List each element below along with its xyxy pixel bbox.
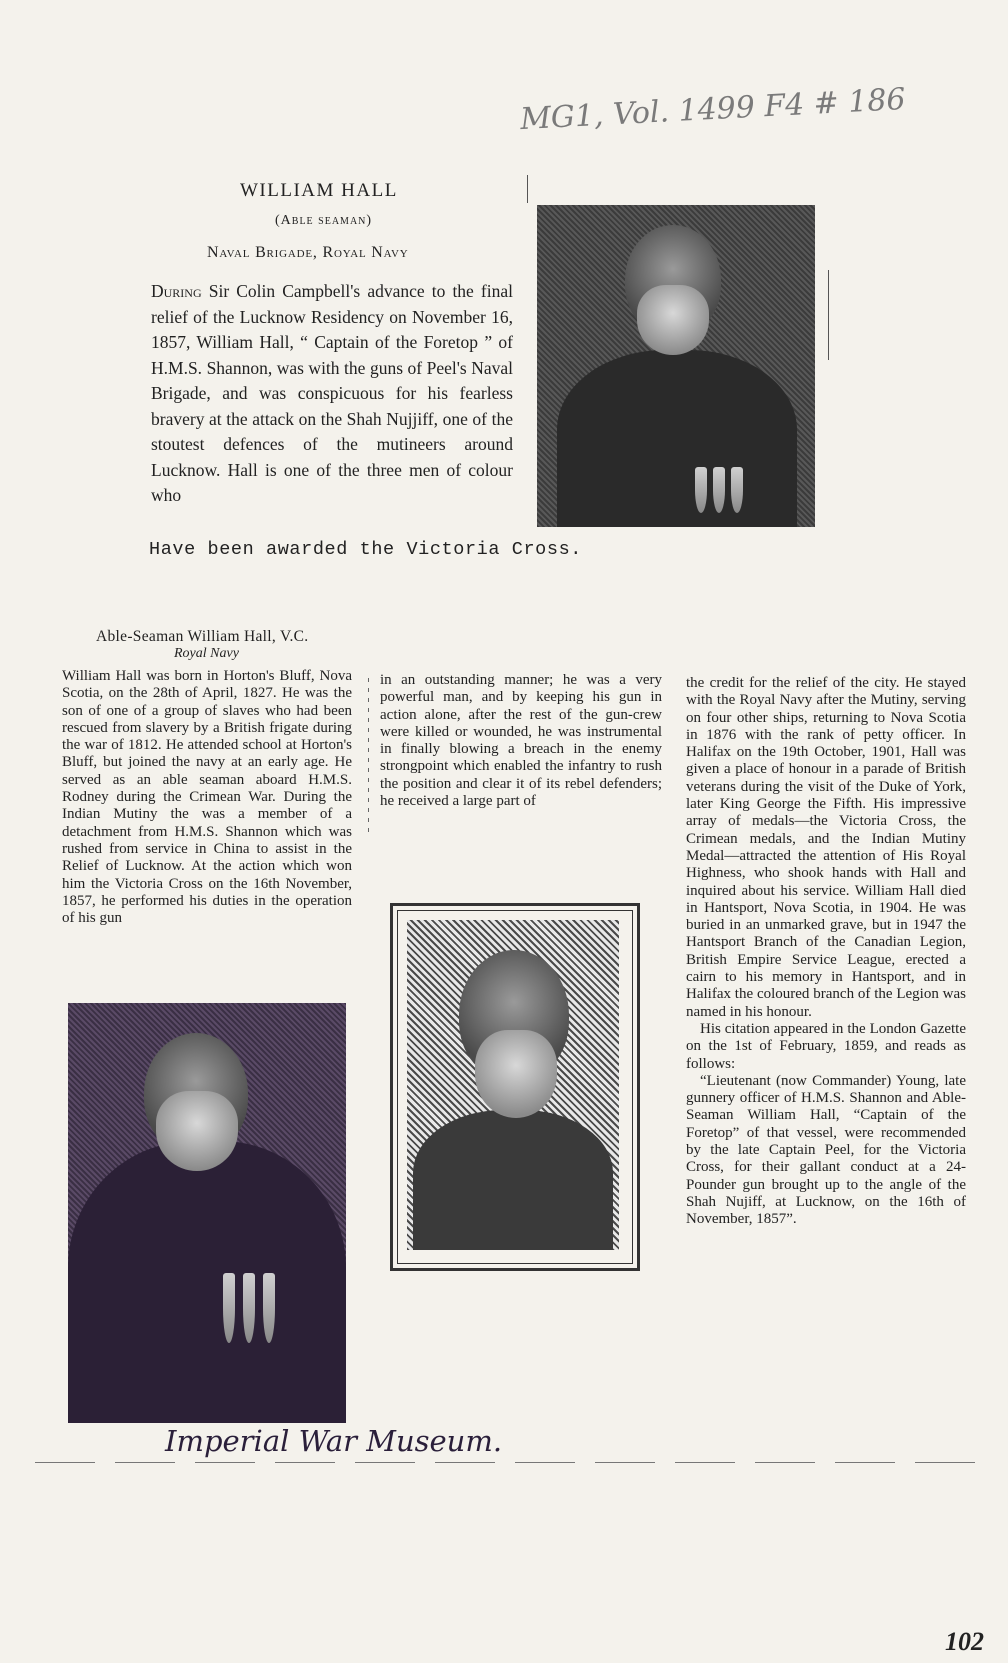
lower-article-title: Able-Seaman William Hall, V.C.: [96, 628, 309, 645]
top-article-unit: Naval Brigade, Royal Navy: [207, 244, 409, 261]
portrait-beard: [156, 1091, 238, 1171]
top-article-subtitle: (Able seaman): [275, 213, 373, 228]
portrait-photo-lower-left: [68, 1003, 346, 1423]
citation-quote: “Lieutenant (now Commander) Young, late gunnery officer of H.M.S. Shannon and Able-Seaman William Hall, “Captain of the Foretop” of that vessel, were recommended by the late Captain Peel, for the Victoria Cross, for their gallant conduct at a 24-Pounder gun brought up to the angle of the Shah Nujiff, at Lucknow, on the 16th of November, 1857”.: [686, 1072, 966, 1228]
medal-icon: [713, 467, 725, 513]
column-3-paragraph: the credit for the relief of the city. He stayed with the Royal Navy after the Mutiny, serving on four other ships, returning to Nova Scotia in 1876 with the rank of petty officer. In Halifax on the 19th October, 1901, Hall was given a place of honour in a parade of British veterans during the visit of the Duke of York, later King George the Fifth. His impressive array of medals—the Victoria Cross, the Crimean medals, and the Indian Mutiny Medal—attracted the attention of His Royal Highness, who shook hands with Hall and inquired about his service. William Hall died in Hantsport, Nova Scotia, in 1904. He was buried in an unmarked grave, but in 1947 the Hantsport Branch of the Canadian Legion, British Empire Service League, erected a cairn to his memory in Hantsport, and in Halifax the coloured branch of the Legion was named in his honour.: [686, 675, 966, 1020]
typed-continuation: Have been awarded the Victoria Cross.: [149, 539, 582, 560]
citation-intro: His citation appeared in the London Gazette on the 1st of February, 1859, and reads as follows:: [686, 1020, 966, 1072]
top-article-body: [151, 279, 513, 509]
page-number: 102: [945, 1627, 984, 1656]
bottom-rule: [35, 1462, 975, 1463]
portrait-beard: [637, 285, 709, 355]
clipping-edge-mark: [527, 175, 528, 203]
framed-portrait: [390, 903, 640, 1271]
medal-icon: [263, 1273, 275, 1343]
medal-icon: [695, 467, 707, 513]
portrait-photo-top: [537, 205, 815, 527]
portrait-body: [413, 1110, 613, 1250]
portrait-beard: [475, 1030, 557, 1118]
medal-icon: [223, 1273, 235, 1343]
portrait-photo-center: [407, 920, 619, 1250]
medal-icon: [731, 467, 743, 513]
top-article-title: WILLIAM HALL: [240, 180, 398, 201]
lower-article-column-2: in an outstanding manner; he was a very powerful man, and by keeping his gun in action alone, after the rest of the gun-crew were killed or wounded, he was instrumental in finally blowing a breach in the enemy strongpoint which enabled the infantry to rush the position and clear it of its rebel defenders; he received a large part of: [380, 672, 662, 810]
medal-icon: [243, 1273, 255, 1343]
photo-edge-line: [828, 270, 829, 360]
column-divider: [368, 678, 369, 838]
top-article-body-lead: During: [151, 281, 202, 301]
top-article-body-text: Sir Colin Campbell's advance to the final relief of the Lucknow Residency on November 16, 1857, William Hall, “ Captain of the Foretop ” of H.M.S. Shannon, was with the guns of Peel's Naval Brigade, and was conspicuous for his fearless bravery at the attack on the Shah Nujjiff, one of the stoutest defences of the mutineers around Lucknow. Hall is one of the three men of colour who: [151, 281, 513, 505]
portrait-body: [68, 1141, 346, 1423]
lower-article-subtitle: Royal Navy: [174, 646, 239, 661]
handwritten-source: Imperial War Museum.: [165, 1424, 503, 1458]
lower-article-column-3: [686, 675, 966, 1229]
portrait-body: [557, 350, 797, 527]
archive-reference: MG1, Vol. 1499 F4 # 186: [519, 81, 907, 138]
lower-article-column-1: William Hall was born in Horton's Bluff, Nova Scotia, on the 28th of April, 1827. He was the son of one of a group of slaves who had been rescued from slavery by a British frigate during the war of 1812. He attended school at Horton's Bluff, but joined the navy at an early age. He served as an able seaman aboard H.M.S. Rodney during the Crimean War. During the Indian Mutiny the was a member of a detachment from H.M.S. Shannon which was rushed from service in China to assist in the Relief of Lucknow. At the action which won him the Victoria Cross on the 16th November, 1857, he performed his duties in the operation of his gun: [62, 668, 352, 927]
